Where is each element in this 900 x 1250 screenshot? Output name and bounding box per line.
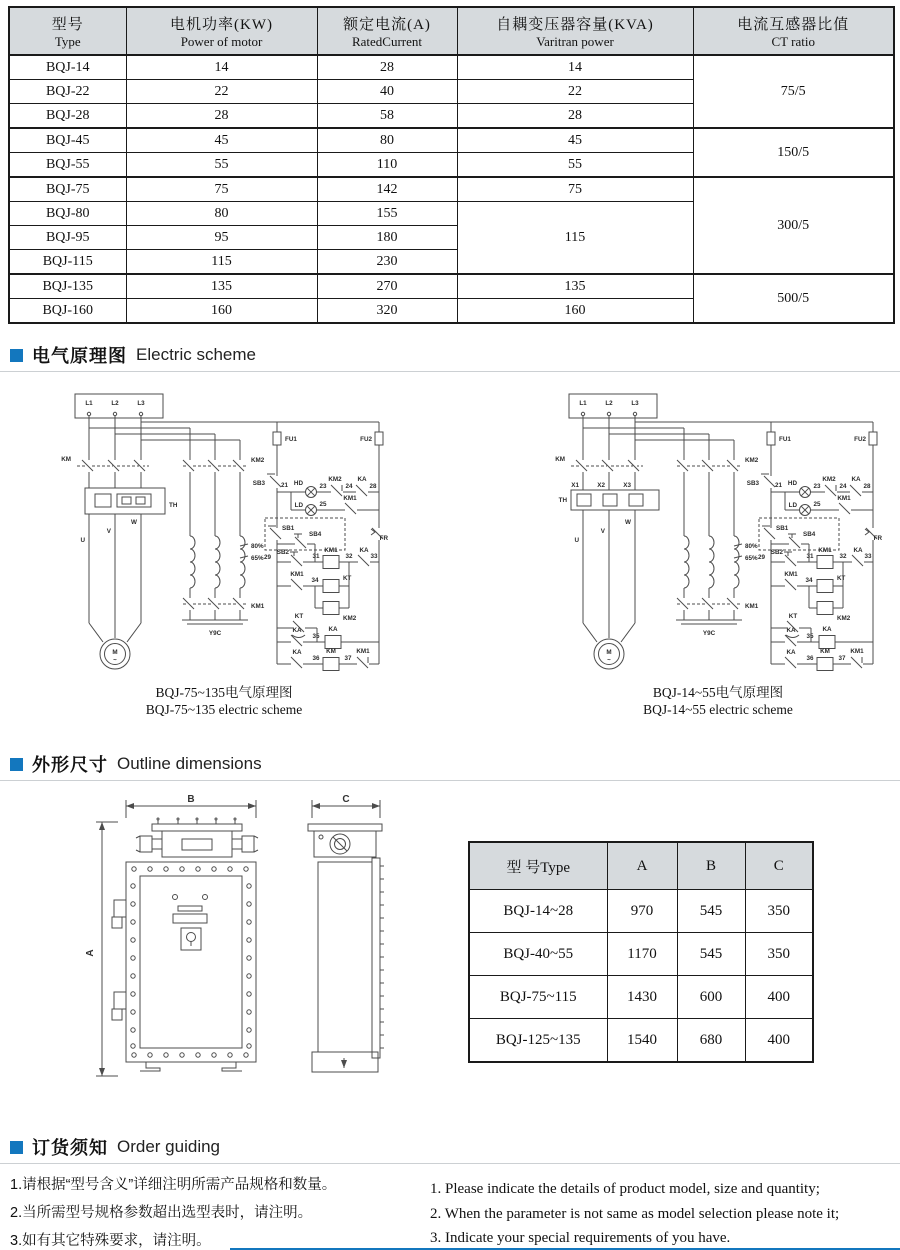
cell-varitran: 45 bbox=[457, 128, 693, 153]
svg-text:SB1: SB1 bbox=[776, 525, 789, 532]
cell-type: BQJ-75 bbox=[9, 177, 126, 202]
section-bullet-icon bbox=[10, 758, 23, 771]
svg-text:KM: KM bbox=[820, 648, 830, 655]
section-outline-title-en: Outline dimensions bbox=[117, 754, 262, 773]
svg-text:KM1: KM1 bbox=[818, 547, 832, 554]
svg-text:LD: LD bbox=[788, 502, 797, 509]
svg-text:M: M bbox=[606, 649, 612, 656]
svg-text:X1: X1 bbox=[571, 482, 579, 489]
cell-dim: 680 bbox=[677, 1019, 745, 1063]
cell-varitran: 55 bbox=[457, 153, 693, 178]
svg-text:25: 25 bbox=[319, 501, 327, 508]
svg-text:SB3: SB3 bbox=[252, 480, 265, 487]
svg-text:KA: KA bbox=[786, 627, 796, 634]
cell-type: BQJ-95 bbox=[9, 226, 126, 250]
header-type-cn: 型号 bbox=[51, 16, 84, 33]
svg-text:HD: HD bbox=[787, 480, 797, 487]
svg-text:L1: L1 bbox=[85, 400, 93, 407]
col-header-ct bbox=[693, 7, 894, 55]
electric-scheme-right-drawing bbox=[552, 388, 884, 680]
cell-type-range: BQJ-40~55 bbox=[469, 933, 607, 976]
svg-text:31: 31 bbox=[806, 553, 814, 560]
cell-ct-ratio: 500/5 bbox=[693, 274, 894, 323]
cell-varitran: 14 bbox=[457, 55, 693, 80]
svg-text:L2: L2 bbox=[605, 400, 613, 407]
svg-text:KM1: KM1 bbox=[850, 648, 864, 655]
table-row bbox=[469, 1019, 813, 1063]
svg-text:SB3: SB3 bbox=[746, 480, 759, 487]
cell-power: 22 bbox=[126, 80, 317, 104]
svg-text:28: 28 bbox=[863, 483, 871, 490]
svg-text:SB2: SB2 bbox=[770, 549, 783, 556]
svg-text:31: 31 bbox=[312, 553, 320, 560]
cell-type: BQJ-45 bbox=[9, 128, 126, 153]
svg-text:U: U bbox=[574, 537, 579, 544]
cell-ct-ratio: 75/5 bbox=[693, 55, 894, 128]
svg-text:36: 36 bbox=[312, 655, 320, 662]
cell-dim: 400 bbox=[745, 976, 813, 1019]
svg-text:Y9C: Y9C bbox=[208, 630, 222, 637]
cell-current: 320 bbox=[317, 299, 457, 324]
outline-dimensions-drawing bbox=[78, 790, 426, 1092]
col-header-type bbox=[9, 7, 126, 55]
svg-text:80%: 80% bbox=[251, 543, 264, 550]
svg-text:KA: KA bbox=[853, 547, 863, 554]
dimensions-table bbox=[468, 841, 814, 1063]
section-bullet-icon bbox=[10, 1141, 23, 1154]
col-header-varitran bbox=[457, 7, 693, 55]
cell-current: 142 bbox=[317, 177, 457, 202]
cell-current: 155 bbox=[317, 202, 457, 226]
svg-text:B: B bbox=[187, 794, 195, 805]
svg-text:KM1: KM1 bbox=[745, 603, 759, 610]
cell-type: BQJ-22 bbox=[9, 80, 126, 104]
cell-current: 270 bbox=[317, 274, 457, 299]
order-note-cn-3: 3.如有其它特殊要求，请注明。 bbox=[10, 1233, 211, 1249]
svg-text:KA: KA bbox=[357, 476, 367, 483]
svg-text:TH: TH bbox=[558, 497, 567, 504]
svg-text:KT: KT bbox=[837, 575, 846, 582]
table-row bbox=[469, 976, 813, 1019]
svg-text:SB2: SB2 bbox=[276, 549, 289, 556]
svg-text:KM2: KM2 bbox=[822, 476, 836, 483]
section-electric-title-cn: 电气原理图 bbox=[32, 346, 127, 366]
table-row bbox=[9, 55, 894, 80]
cell-power: 135 bbox=[126, 274, 317, 299]
dim-header-a: A bbox=[607, 842, 677, 890]
cell-varitran: 22 bbox=[457, 80, 693, 104]
svg-text:X2: X2 bbox=[597, 482, 605, 489]
cell-current: 28 bbox=[317, 55, 457, 80]
section-outline-title-cn: 外形尺寸 bbox=[32, 755, 108, 775]
svg-text:KM1: KM1 bbox=[343, 495, 357, 502]
header-ct-cn: 电流互感器比值 bbox=[737, 16, 850, 33]
dim-header-type: 型 号Type bbox=[469, 842, 607, 890]
cell-type: BQJ-55 bbox=[9, 153, 126, 178]
svg-text:SB1: SB1 bbox=[282, 525, 295, 532]
section-electric-title-en: Electric scheme bbox=[136, 345, 256, 364]
table-row bbox=[469, 933, 813, 976]
dim-header-b: B bbox=[677, 842, 745, 890]
header-varitran-cn: 自耦变压器容量(KVA) bbox=[496, 16, 654, 33]
cell-type-range: BQJ-125~135 bbox=[469, 1019, 607, 1063]
svg-text:KM: KM bbox=[61, 456, 71, 463]
electric-scheme-right-caption bbox=[552, 684, 884, 718]
section-electric-scheme bbox=[10, 342, 256, 368]
svg-text:KT: KT bbox=[294, 613, 304, 620]
order-note-cn-2: 2.当所需型号规格参数超出选型表时，请注明。 bbox=[10, 1205, 313, 1221]
order-notes-chinese bbox=[10, 1171, 425, 1250]
svg-text:FU1: FU1 bbox=[779, 436, 791, 443]
svg-text:FR: FR bbox=[873, 535, 882, 542]
svg-text:KM1: KM1 bbox=[290, 571, 304, 578]
svg-text:23: 23 bbox=[813, 483, 821, 490]
cell-varitran-merged: 115 bbox=[457, 202, 693, 275]
svg-text:Y9C: Y9C bbox=[702, 630, 716, 637]
svg-text:KT: KT bbox=[788, 613, 798, 620]
svg-text:34: 34 bbox=[805, 577, 813, 584]
cell-dim: 350 bbox=[745, 890, 813, 933]
cell-current: 80 bbox=[317, 128, 457, 153]
cell-power: 160 bbox=[126, 299, 317, 324]
svg-text:35: 35 bbox=[806, 633, 814, 640]
svg-text:L2: L2 bbox=[111, 400, 119, 407]
cell-dim: 350 bbox=[745, 933, 813, 976]
cell-type: BQJ-160 bbox=[9, 299, 126, 324]
section-outline-dimensions bbox=[10, 751, 262, 777]
cell-type-range: BQJ-14~28 bbox=[469, 890, 607, 933]
cell-type: BQJ-80 bbox=[9, 202, 126, 226]
svg-text:X3: X3 bbox=[623, 482, 631, 489]
cell-current: 110 bbox=[317, 153, 457, 178]
svg-text:KA: KA bbox=[822, 626, 832, 633]
svg-text:KA: KA bbox=[328, 626, 338, 633]
section-order-guiding bbox=[10, 1134, 220, 1160]
svg-text:KM1: KM1 bbox=[251, 603, 265, 610]
svg-text:KA: KA bbox=[786, 649, 796, 656]
svg-text:21: 21 bbox=[775, 482, 783, 489]
caption-en: BQJ-14~55 electric scheme bbox=[643, 702, 793, 717]
cell-dim: 400 bbox=[745, 1019, 813, 1063]
cell-varitran: 75 bbox=[457, 177, 693, 202]
svg-text:29: 29 bbox=[263, 554, 271, 561]
svg-text:36: 36 bbox=[806, 655, 814, 662]
svg-text:L1: L1 bbox=[579, 400, 587, 407]
svg-text:KM: KM bbox=[555, 456, 565, 463]
svg-text:HD: HD bbox=[293, 480, 303, 487]
cell-power: 80 bbox=[126, 202, 317, 226]
svg-text:KM1: KM1 bbox=[837, 495, 851, 502]
cell-ct-ratio: 150/5 bbox=[693, 128, 894, 177]
cell-type-range: BQJ-75~115 bbox=[469, 976, 607, 1019]
cell-type: BQJ-14 bbox=[9, 55, 126, 80]
svg-text:KM2: KM2 bbox=[837, 615, 851, 622]
cell-type: BQJ-115 bbox=[9, 250, 126, 275]
cell-dim: 1430 bbox=[607, 976, 677, 1019]
svg-text:FU2: FU2 bbox=[854, 436, 866, 443]
cell-dim: 970 bbox=[607, 890, 677, 933]
cell-varitran: 160 bbox=[457, 299, 693, 324]
svg-text:KM1: KM1 bbox=[356, 648, 370, 655]
order-note-cn-1: 1.请根据“型号含义”详细注明所需产品规格和数量。 bbox=[10, 1177, 337, 1193]
cell-dim: 1540 bbox=[607, 1019, 677, 1063]
svg-text:KM2: KM2 bbox=[745, 457, 759, 464]
svg-text:W: W bbox=[131, 519, 137, 526]
divider bbox=[0, 1163, 900, 1164]
svg-text:L3: L3 bbox=[137, 400, 145, 407]
svg-text:KM1: KM1 bbox=[784, 571, 798, 578]
caption-cn: BQJ-75~135电气原理图 bbox=[155, 685, 293, 700]
svg-text:80%: 80% bbox=[745, 543, 758, 550]
cell-power: 75 bbox=[126, 177, 317, 202]
cell-dim: 545 bbox=[677, 890, 745, 933]
svg-text:32: 32 bbox=[345, 553, 353, 560]
svg-text:KM: KM bbox=[326, 648, 336, 655]
svg-text:24: 24 bbox=[345, 483, 353, 490]
caption-en: BQJ-75~135 electric scheme bbox=[145, 702, 303, 717]
spec-table-header-row bbox=[9, 7, 894, 55]
svg-text:37: 37 bbox=[838, 655, 846, 662]
cell-current: 58 bbox=[317, 104, 457, 129]
cell-power: 95 bbox=[126, 226, 317, 250]
cell-power: 115 bbox=[126, 250, 317, 275]
header-current-en: RatedCurrent bbox=[351, 33, 423, 49]
cell-power: 55 bbox=[126, 153, 317, 178]
section-order-title-en: Order guiding bbox=[117, 1137, 221, 1156]
svg-text:33: 33 bbox=[370, 553, 378, 560]
cell-type: BQJ-28 bbox=[9, 104, 126, 129]
cell-dim: 545 bbox=[677, 933, 745, 976]
caption-cn: BQJ-14~55电气原理图 bbox=[652, 685, 784, 700]
svg-text:M: M bbox=[112, 649, 118, 656]
col-header-power bbox=[126, 7, 317, 55]
header-varitran-en: Varitran power bbox=[536, 33, 614, 49]
svg-text:29: 29 bbox=[757, 554, 765, 561]
svg-text:37: 37 bbox=[344, 655, 352, 662]
header-type-en: Type bbox=[54, 33, 81, 49]
divider bbox=[0, 371, 900, 372]
cell-dim: 600 bbox=[677, 976, 745, 1019]
cell-current: 180 bbox=[317, 226, 457, 250]
svg-text:C: C bbox=[342, 794, 350, 805]
svg-text:LD: LD bbox=[294, 502, 303, 509]
svg-text:~: ~ bbox=[113, 657, 117, 664]
col-header-current bbox=[317, 7, 457, 55]
cell-power: 14 bbox=[126, 55, 317, 80]
svg-text:34: 34 bbox=[311, 577, 319, 584]
header-ct-en: CT ratio bbox=[771, 33, 815, 49]
svg-text:35: 35 bbox=[312, 633, 320, 640]
svg-text:FU1: FU1 bbox=[285, 436, 297, 443]
electric-scheme-left-drawing bbox=[58, 388, 390, 680]
svg-text:KM2: KM2 bbox=[251, 457, 265, 464]
dim-header-c: C bbox=[745, 842, 813, 890]
svg-text:KM2: KM2 bbox=[343, 615, 357, 622]
svg-text:A: A bbox=[85, 949, 96, 957]
table-row bbox=[9, 274, 894, 299]
header-power-en: Power of motor bbox=[180, 33, 263, 49]
order-notes-english bbox=[430, 1177, 895, 1250]
order-note-en-1: 1. Please indicate the details of product model, size and quantity; bbox=[430, 1181, 820, 1197]
svg-text:25: 25 bbox=[813, 501, 821, 508]
svg-text:FR: FR bbox=[379, 535, 388, 542]
svg-text:21: 21 bbox=[281, 482, 289, 489]
svg-text:KA: KA bbox=[292, 649, 302, 656]
table-row bbox=[9, 128, 894, 153]
cell-type: BQJ-135 bbox=[9, 274, 126, 299]
cell-dim: 1170 bbox=[607, 933, 677, 976]
svg-text:KA: KA bbox=[359, 547, 369, 554]
cell-current: 230 bbox=[317, 250, 457, 275]
svg-text:V: V bbox=[106, 528, 111, 535]
svg-text:65%: 65% bbox=[251, 555, 264, 562]
svg-text:KA: KA bbox=[292, 627, 302, 634]
svg-text:W: W bbox=[625, 519, 631, 526]
header-current-cn: 额定电流(A) bbox=[343, 16, 431, 33]
svg-text:28: 28 bbox=[369, 483, 377, 490]
table-row bbox=[469, 890, 813, 933]
cell-varitran: 135 bbox=[457, 274, 693, 299]
svg-text:32: 32 bbox=[839, 553, 847, 560]
cell-varitran: 28 bbox=[457, 104, 693, 129]
cell-power: 45 bbox=[126, 128, 317, 153]
svg-text:V: V bbox=[600, 528, 605, 535]
spec-table bbox=[8, 6, 895, 324]
divider bbox=[0, 780, 900, 781]
svg-text:KT: KT bbox=[343, 575, 352, 582]
svg-text:24: 24 bbox=[839, 483, 847, 490]
order-note-en-3: 3. Indicate your special requirements of you have. bbox=[430, 1230, 731, 1246]
cell-power: 28 bbox=[126, 104, 317, 129]
section-bullet-icon bbox=[10, 349, 23, 362]
dim-table-header-row bbox=[469, 842, 813, 890]
svg-text:KM1: KM1 bbox=[324, 547, 338, 554]
svg-text:SB4: SB4 bbox=[803, 531, 816, 538]
svg-text:FU2: FU2 bbox=[360, 436, 372, 443]
electric-scheme-left-caption bbox=[58, 684, 390, 718]
svg-text:L3: L3 bbox=[631, 400, 639, 407]
svg-text:TH: TH bbox=[169, 502, 178, 509]
section-order-title-cn: 订货须知 bbox=[32, 1138, 108, 1158]
svg-text:KM2: KM2 bbox=[328, 476, 342, 483]
cell-ct-ratio: 300/5 bbox=[693, 177, 894, 274]
svg-text:KA: KA bbox=[851, 476, 861, 483]
order-note-en-2: 2. When the parameter is not same as model selection please note it; bbox=[430, 1205, 840, 1222]
svg-text:U: U bbox=[80, 537, 85, 544]
table-row bbox=[9, 177, 894, 202]
svg-text:~: ~ bbox=[607, 657, 611, 664]
svg-text:65%: 65% bbox=[745, 555, 758, 562]
svg-text:SB4: SB4 bbox=[309, 531, 322, 538]
cell-current: 40 bbox=[317, 80, 457, 104]
header-power-cn: 电机功率(KW) bbox=[170, 16, 273, 33]
svg-text:23: 23 bbox=[319, 483, 327, 490]
svg-text:33: 33 bbox=[864, 553, 872, 560]
